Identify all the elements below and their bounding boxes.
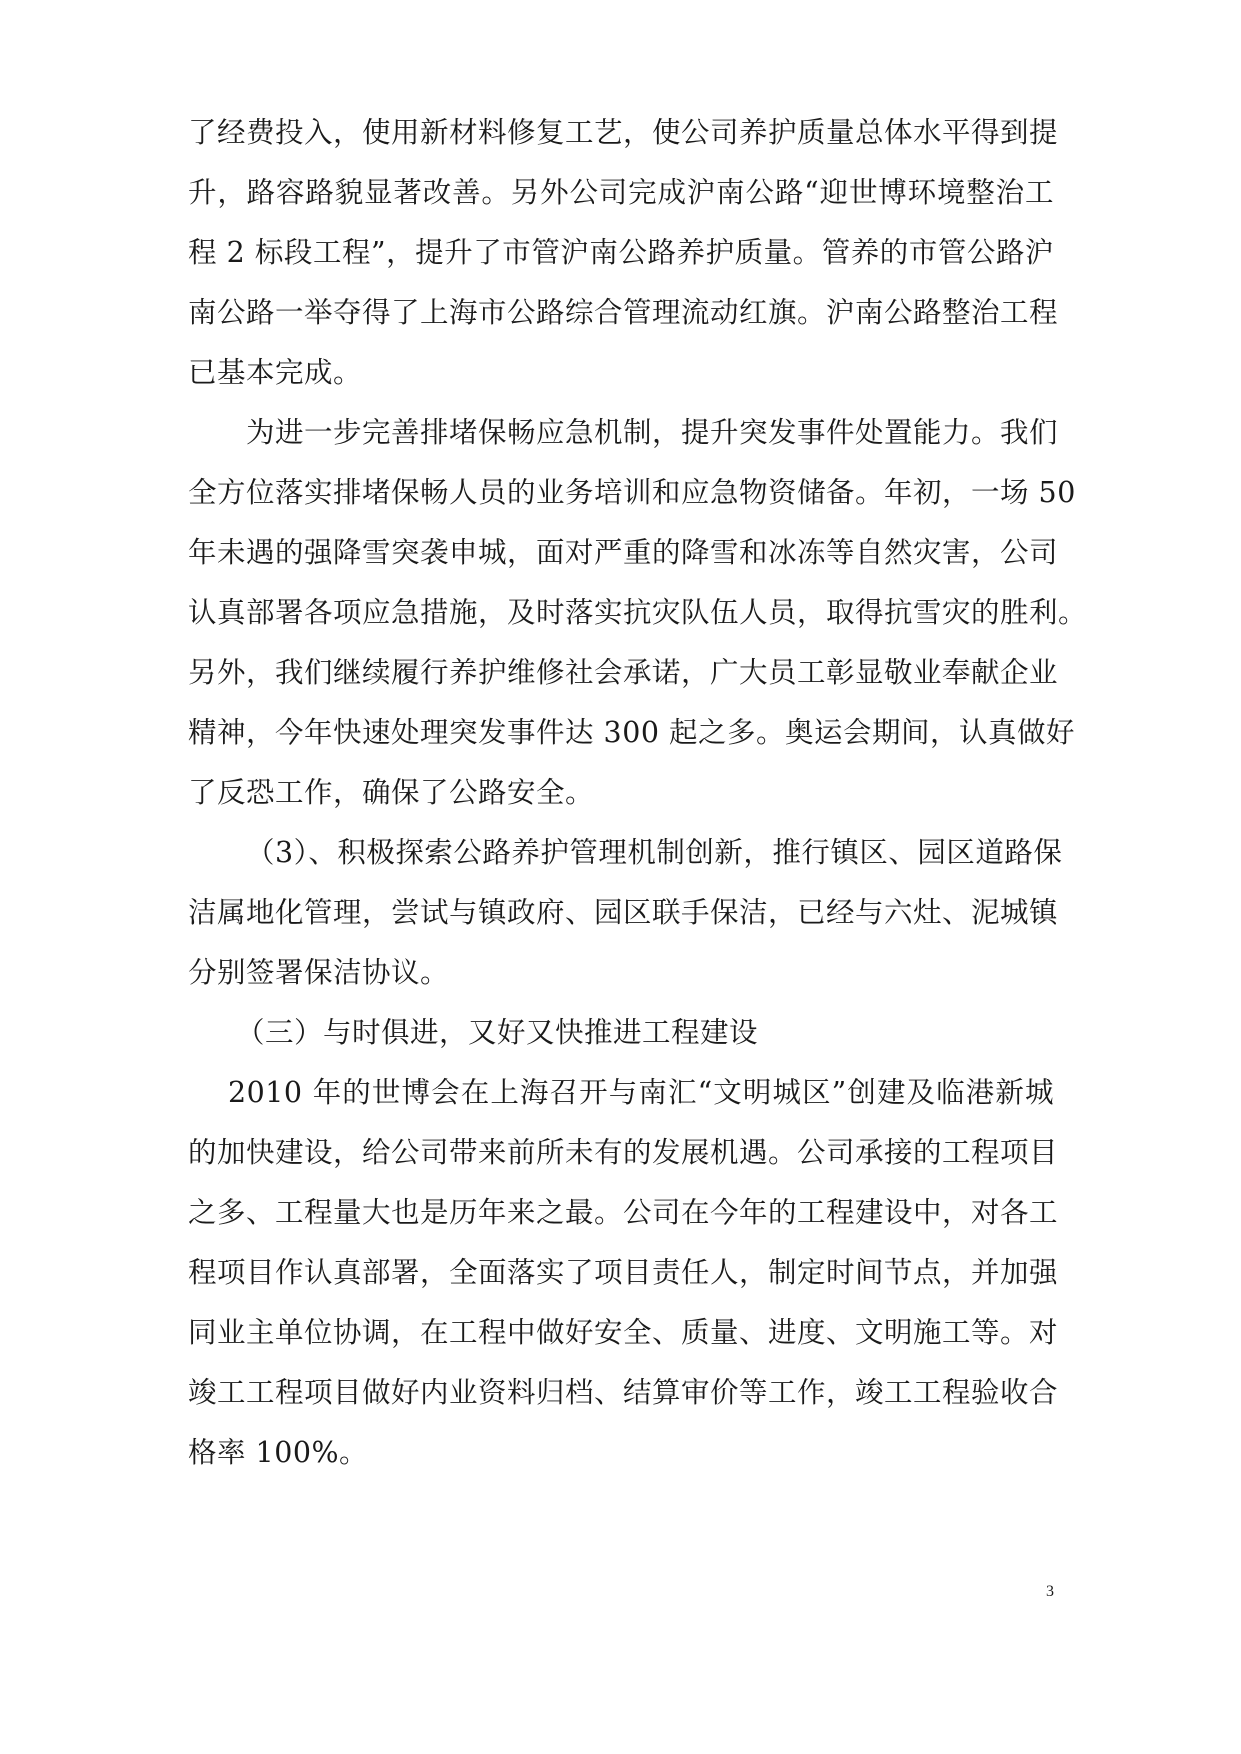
text-line: 格率 100%。 <box>188 1436 369 1469</box>
text-line: 认真部署各项应急措施，及时落实抗灾队伍人员，取得抗雪灾的胜利。 <box>188 596 1088 629</box>
text-line: 的加快建设，给公司带来前所未有的发展机遇。公司承接的工程项目 <box>188 1136 1059 1169</box>
text-line: 了反恐工作，确保了公路安全。 <box>188 776 595 809</box>
text-line: 南公路一举夺得了上海市公路综合管理流动红旗。沪南公路整治工程 <box>188 296 1059 329</box>
text-line: 已基本完成。 <box>188 356 363 389</box>
text-line: 升，路容路貌显著改善。另外公司完成沪南公路“迎世博环境整治工 <box>188 176 1054 209</box>
text-line: 竣工工程项目做好内业资料归档、结算审价等工作，竣工工程验收合 <box>188 1376 1059 1409</box>
text-line: 年未遇的强降雪突袭申城，面对严重的降雪和冰冻等自然灾害，公司 <box>188 536 1059 569</box>
text-line: 同业主单位协调，在工程中做好安全、质量、进度、文明施工等。对 <box>188 1316 1059 1349</box>
text-line: 程项目作认真部署，全面落实了项目责任人，制定时间节点，并加强 <box>188 1256 1059 1289</box>
text-line: 洁属地化管理，尝试与镇政府、园区联手保洁，已经与六灶、泥城镇 <box>188 896 1059 929</box>
text-line: 另外，我们继续履行养护维修社会承诺，广大员工彰显敬业奉献企业 <box>188 656 1059 689</box>
paragraph-first-line: 2010 年的世博会在上海召开与南汇“文明城区”创建及临港新城 <box>228 1076 1054 1109</box>
text-line: 精神，今年快速处理突发事件达 300 起之多。奥运会期间，认真做好 <box>188 716 1076 749</box>
text-line: 之多、工程量大也是历年来之最。公司在今年的工程建设中，对各工 <box>188 1196 1059 1229</box>
paragraph-first-line: 为进一步完善排堵保畅应急机制，提升突发事件处置能力。我们 <box>246 416 1059 449</box>
text-line: 程 2 标段工程”，提升了市管沪南公路养护质量。管养的市管公路沪 <box>188 236 1054 269</box>
text-line: 全方位落实排堵保畅人员的业务培训和应急物资储备。年初，一场 50 <box>188 476 1076 509</box>
text-line: 了经费投入，使用新材料修复工艺，使公司养护质量总体水平得到提 <box>188 116 1059 149</box>
text-line: 分别签署保洁协议。 <box>188 956 450 989</box>
page-number: 3 <box>1046 1583 1054 1600</box>
paragraph-first-line: （3）、积极探索公路养护管理机制创新，推行镇区、园区道路保 <box>246 836 1063 869</box>
section-heading: （三）与时俱进，又好又快推进工程建设 <box>236 1016 759 1049</box>
